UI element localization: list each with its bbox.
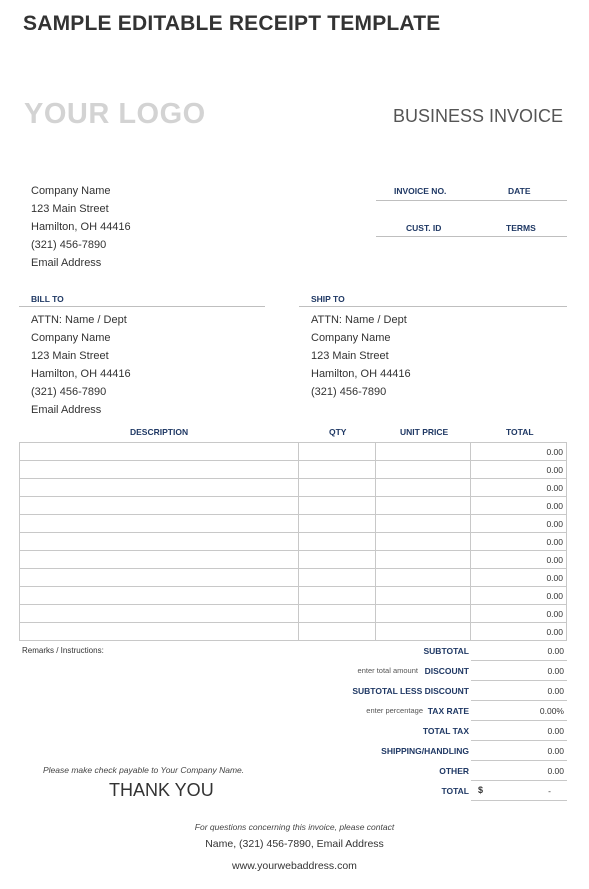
total-cell: 0.00 [471,551,567,569]
remarks-label: Remarks / Instructions: [22,646,104,655]
table-row [20,515,567,533]
description-cell[interactable] [20,605,299,623]
ship-to-phone: (321) 456-7890 [311,386,387,398]
unit-price-cell[interactable] [376,461,471,479]
description-cell[interactable] [20,515,299,533]
subtotal-value: 0.00 [547,646,564,656]
description-cell[interactable] [20,461,299,479]
footer-contact: Name, (321) 456-7890, Email Address [205,838,384,850]
total-cell: 0.00 [471,461,567,479]
date-label: DATE [508,186,531,196]
qty-cell[interactable] [299,461,376,479]
total-label: TOTAL [441,786,469,796]
shipping-value[interactable]: 0.00 [547,746,564,756]
invoice-no-field[interactable] [376,200,567,201]
page-title: SAMPLE EDITABLE RECEIPT TEMPLATE [23,12,441,35]
shipping-line [471,760,567,761]
unit-price-cell[interactable] [376,497,471,515]
unit-price-cell[interactable] [376,623,471,641]
footer-web[interactable]: www.yourwebaddress.com [232,860,357,872]
subtotal-label: SUBTOTAL [423,646,469,656]
bill-to-phone: (321) 456-7890 [31,386,107,398]
bill-to-city: Hamilton, OH 44416 [31,368,131,380]
cust-id-label: CUST. ID [406,223,442,233]
qty-cell[interactable] [299,443,376,461]
table-row [20,605,567,623]
table-row [20,479,567,497]
qty-cell[interactable] [299,515,376,533]
total-cell: 0.00 [471,569,567,587]
qty-cell[interactable] [299,497,376,515]
unit-price-cell[interactable] [376,479,471,497]
line-items-table [19,442,567,641]
thank-you: THANK YOU [109,780,214,800]
qty-cell[interactable] [299,605,376,623]
invoice-no-label: INVOICE NO. [394,186,447,196]
unit-price-cell[interactable] [376,533,471,551]
col-unit-price: UNIT PRICE [400,427,449,437]
discount-value[interactable]: 0.00 [547,666,564,676]
other-value[interactable]: 0.00 [547,766,564,776]
other-line [471,780,567,781]
total-cell: 0.00 [471,497,567,515]
bill-to-label: BILL TO [31,294,64,304]
qty-cell[interactable] [299,533,376,551]
tax-rate-label: TAX RATE [427,706,469,716]
table-row [20,551,567,569]
total-cell: 0.00 [471,623,567,641]
bill-to-attn: ATTN: Name / Dept [31,314,127,326]
total-tax-line [471,740,567,741]
discount-line [471,680,567,681]
ship-to-attn: ATTN: Name / Dept [311,314,407,326]
document-type: BUSINESS INVOICE [392,106,563,126]
table-row [20,569,567,587]
qty-cell[interactable] [299,479,376,497]
description-cell[interactable] [20,479,299,497]
ship-to-label: SHIP TO [311,294,345,304]
shipping-label: SHIPPING/HANDLING [381,746,469,756]
description-cell[interactable] [20,569,299,587]
col-total: TOTAL [506,427,534,437]
bill-to-email: Email Address [31,404,102,416]
description-cell[interactable] [20,551,299,569]
company-name: Company Name [31,185,111,197]
tax-rate-value[interactable]: 0.00% [539,706,564,716]
total-cell: 0.00 [471,533,567,551]
total-cell: 0.00 [471,605,567,623]
subtotal-less-discount-label: SUBTOTAL LESS DISCOUNT [352,686,469,696]
description-cell[interactable] [20,623,299,641]
description-cell[interactable] [20,587,299,605]
ship-to-divider [299,306,567,307]
col-qty: QTY [329,427,347,437]
cust-id-field[interactable] [376,236,567,237]
total-tax-label: TOTAL TAX [422,726,469,736]
description-cell[interactable] [20,497,299,515]
terms-label: TERMS [506,223,536,233]
total-currency: $ [478,785,484,795]
unit-price-cell[interactable] [376,569,471,587]
tax-rate-hint: enter percentage [366,706,423,715]
table-row [20,443,567,461]
other-label: OTHER [439,766,469,776]
total-value: - [548,786,551,796]
company-email: Email Address [31,257,102,269]
company-city: Hamilton, OH 44416 [31,221,131,233]
unit-price-cell[interactable] [376,515,471,533]
unit-price-cell[interactable] [376,605,471,623]
qty-cell[interactable] [299,569,376,587]
table-row [20,497,567,515]
total-cell: 0.00 [471,479,567,497]
description-cell[interactable] [20,443,299,461]
discount-hint: enter total amount [357,666,418,675]
company-phone: (321) 456-7890 [31,239,107,251]
company-street: 123 Main Street [31,203,109,215]
unit-price-cell[interactable] [376,443,471,461]
footer-question: For questions concerning this invoice, please contact [194,822,395,832]
qty-cell[interactable] [299,551,376,569]
qty-cell[interactable] [299,623,376,641]
discount-label: DISCOUNT [424,666,469,676]
subtotal-less-discount-value: 0.00 [547,686,564,696]
bill-to-divider [19,306,265,307]
table-row [20,461,567,479]
logo-placeholder: YOUR LOGO [24,98,206,130]
total-line [471,800,567,801]
total-cell: 0.00 [471,515,567,533]
table-row [20,533,567,551]
tax-rate-line [471,720,567,721]
total-cell: 0.00 [471,443,567,461]
table-row [20,587,567,605]
ship-to-company: Company Name [311,332,391,344]
description-cell[interactable] [20,533,299,551]
bill-to-company: Company Name [31,332,111,344]
unit-price-cell[interactable] [376,587,471,605]
bill-to-street: 123 Main Street [31,350,109,362]
ship-to-street: 123 Main Street [311,350,389,362]
subtotal-line [471,660,567,661]
check-payable-note: Please make check payable to Your Company Name. [43,765,245,775]
qty-cell[interactable] [299,587,376,605]
total-cell: 0.00 [471,587,567,605]
subtotal-less-discount-line [471,700,567,701]
col-description: DESCRIPTION [130,427,189,437]
total-tax-value: 0.00 [547,726,564,736]
ship-to-city: Hamilton, OH 44416 [311,368,411,380]
table-row [20,623,567,641]
unit-price-cell[interactable] [376,551,471,569]
